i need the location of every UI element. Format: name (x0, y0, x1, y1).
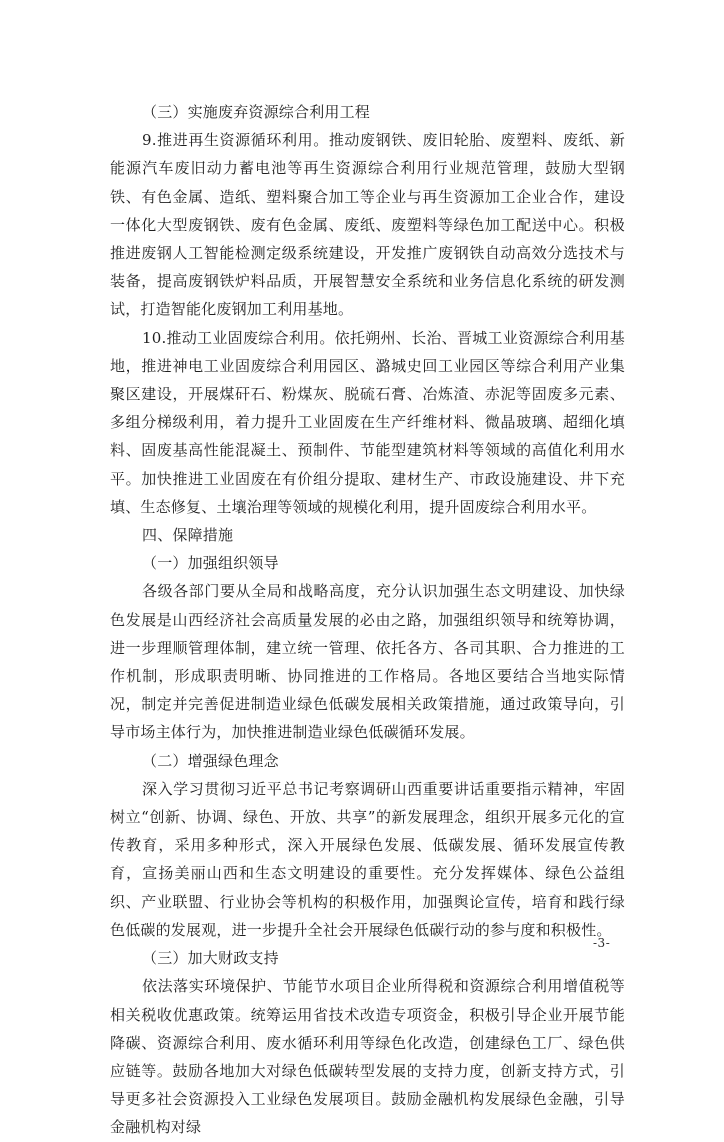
section-heading-safeguards: 四、保障措施 (142, 526, 234, 545)
subsection-heading-leadership: （一）加强组织领导 (142, 554, 279, 573)
paragraph-industrial-solid-waste: 10.推动工业固废综合利用。依托朔州、长治、晋城工业资源综合利用基地，推进神电工业固废综合利用园区、潞城史回工业园区等综合利用产业集聚区建设，开展煤矸石、粉煤灰、脱硫石膏、冶炼渣、赤泥等固废多元素、多组分梯级利用，着力提升工业固废在生产纤维材料、微晶玻璃、超细化填料、固废基高性能混凝土、预制件、节能型建筑材料等领域的高值化利用水平。加快推进工业固废在有价组分提取、建材生产、市政设施建设、井下充填、生态修复、土壤治理等领域的规模化利用，提升固废综合利用水平。 (110, 328, 625, 516)
page-number: -3- (593, 936, 611, 950)
subsection-heading-green-concept: （二）增强绿色理念 (142, 751, 279, 770)
paragraph-leadership: 各级各部门要从全局和战略高度，充分认识加强生态文明建设、加快绿色发展是山西经济社会高质量发展的必由之路，加强组织领导和统筹协调，进一步理顺管理体制，建立统一管理、依托各方、各司其职、合力推进的工作机制，形成职责明晰、协同推进的工作格局。各地区要结合当地实际情况，制定并完善促进制造业绿色低碳发展相关政策措施，通过政策导向，引导市场主体行为，加快推进制造业绿色低碳循环发展。 (110, 582, 625, 742)
paragraph-fiscal-support: 依法落实环境保护、节能节水项目企业所得税和资源综合利用增值税等相关税收优惠政策。统筹运用省技术改造专项资金，积极引导企业开展节能降碳、资源综合利用、废水循环利用等绿色化改造，创建绿色工厂、绿色供应链等。鼓励各地加大对绿色低碳转型发展的支持力度，创新支持方式，引导更多社会资源投入工业绿色发展项目。鼓励金融机构发展绿色金融，引导金融机构对绿 (110, 977, 625, 1137)
section-heading-waste-resources: （三）实施废弃资源综合利用工程 (142, 103, 371, 121)
document-body (110, 98, 625, 1142)
subsection-heading-fiscal-support: （三）加大财政支持 (142, 949, 279, 968)
paragraph-recycling: 9.推进再生资源循环利用。推动废钢铁、废旧轮胎、废塑料、废纸、新能源汽车废旧动力蓄电池等再生资源综合利用行业规范管理，鼓励大型钢铁、有色金属、造纸、塑料聚合加工等企业与再生资源加工企业合作，建设一体化大型废钢铁、废有色金属、废纸、废塑料等绿色加工配送中心。积极推进废钢人工智能检测定级系统建设，开发推广废钢铁自动高效分选技术与装备，提高废钢铁炉料品质，开展智慧安全系统和业务信息化系统的研发测试，打造智能化废钢加工利用基地。 (110, 131, 625, 319)
paragraph-green-concept: 深入学习贯彻习近平总书记考察调研山西重要讲话重要指示精神，牢固树立“创新、协调、绿色、开放、共享”的新发展理念，组织开展多元化的宣传教育，采用多种形式，深入开展绿色发展、低碳发展、循环发展宣传教育，宣扬美丽山西和生态文明建设的重要性。充分发挥媒体、绿色公益组织、产业联盟、行业协会等机构的积极作用，加强舆论宣传，培育和践行绿色低碳的发展观，进一步提升全社会开展绿色低碳行动的参与度和积极性。 (110, 779, 625, 939)
